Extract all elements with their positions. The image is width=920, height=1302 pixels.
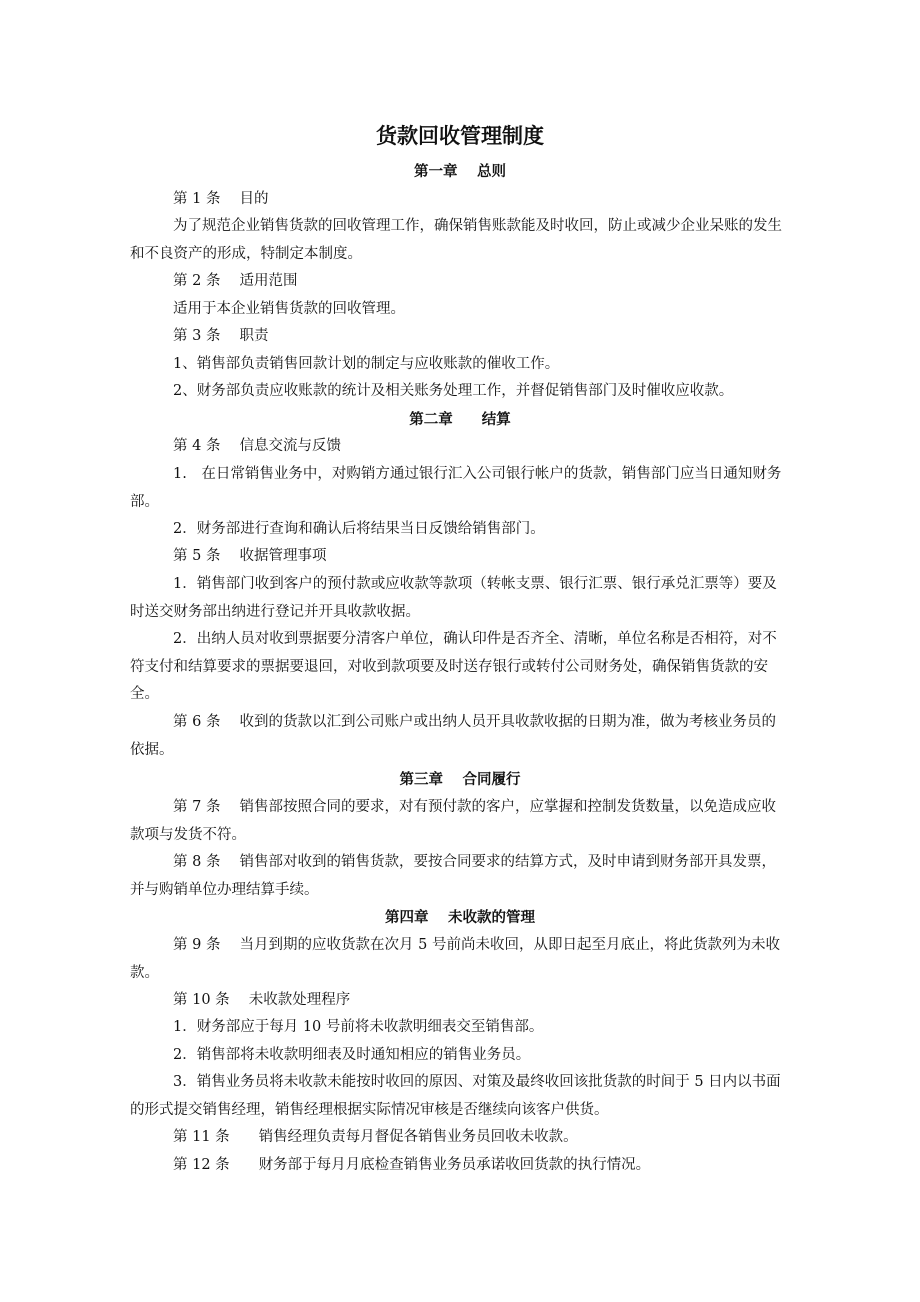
paragraph: 1．财务部应于每月 10 号前将未收款明细表交至销售部。 bbox=[173, 1019, 544, 1035]
document-title: 货款回收管理制度 bbox=[376, 124, 544, 148]
paragraph: 1、销售部负责销售回款计划的制定与应收账款的催收工作。 bbox=[173, 356, 560, 372]
chapter-heading: 第二章 结算 bbox=[409, 412, 511, 428]
chapter-heading: 第四章 未收款的管理 bbox=[384, 910, 536, 926]
paragraph: 第 7 条 销售部按照合同的要求，对有预付款的客户，应掌握和控制发货数量，以免造成应收款项与发货不符。 bbox=[130, 799, 777, 843]
paragraph: 第 9 条 当月到期的应收货款在次月 5 号前尚未收回，从即日起至月底止，将此货款列为未收款。 bbox=[130, 937, 780, 981]
paragraph: 1. 在日常销售业务中，对购销方通过银行汇入公司银行帐户的货款，销售部门应当日通知财务部。 bbox=[130, 466, 782, 510]
article-heading: 第 3 条 职责 bbox=[173, 328, 269, 344]
paragraph: 第 6 条 收到的货款以汇到公司账户或出纳人员开具收款收据的日期为准，做为考核业务员的依据。 bbox=[130, 714, 777, 758]
paragraph: 1．销售部门收到客户的预付款或应收款等款项（转帐支票、银行汇票、银行承兑汇票等）要及时送交财务部出纳进行登记并开具收款收据。 bbox=[130, 576, 777, 620]
paragraph: 2、财务部负责应收账款的统计及相关账务处理工作，并督促销售部门及时催收应收款。 bbox=[173, 383, 734, 399]
chapter-heading: 第三章 合同履行 bbox=[399, 772, 521, 788]
paragraph: 适用于本企业销售货款的回收管理。 bbox=[173, 301, 405, 317]
paragraph: 第 8 条 销售部对收到的销售货款，要按合同要求的结算方式，及时申请到财务部开具发票，并与购销单位办理结算手续。 bbox=[130, 854, 777, 898]
article-heading: 第 4 条 信息交流与反馈 bbox=[173, 438, 342, 454]
paragraph: 第 11 条 销售经理负责每月督促各销售业务员回收未收款。 bbox=[173, 1129, 578, 1145]
article-heading: 第 2 条 适用范围 bbox=[173, 273, 298, 289]
article-heading: 第 5 条 收据管理事项 bbox=[173, 548, 327, 564]
paragraph: 2．财务部进行查询和确认后将结果当日反馈给销售部门。 bbox=[173, 521, 545, 537]
article-heading: 第 10 条 未收款处理程序 bbox=[173, 992, 351, 1008]
article-heading: 第 1 条 目的 bbox=[173, 191, 269, 207]
paragraph: 2．销售部将未收款明细表及时通知相应的销售业务员。 bbox=[173, 1047, 531, 1063]
paragraph: 第 12 条 财务部于每月月底检查销售业务员承诺收回货款的执行情况。 bbox=[173, 1157, 651, 1173]
chapter-heading: 第一章 总则 bbox=[413, 164, 507, 180]
paragraph: 为了规范企业销售货款的回收管理工作，确保销售账款能及时收回，防止或减少企业呆账的发生和不良资产的形成，特制定本制度。 bbox=[130, 218, 782, 262]
paragraph: 3．销售业务员将未收款未能按时收回的原因、对策及最终收回该批货款的时间于 5 日内以书面的形式提交销售经理，销售经理根据实际情况审核是否继续向该客户供货。 bbox=[130, 1074, 781, 1118]
paragraph: 2．出纳人员对收到票据要分清客户单位，确认印件是否齐全、清晰，单位名称是否相符，对不符支付和结算要求的票据要退回，对收到款项要及时送存银行或转付公司财务处，确保销售货款的安全。 bbox=[130, 631, 777, 702]
